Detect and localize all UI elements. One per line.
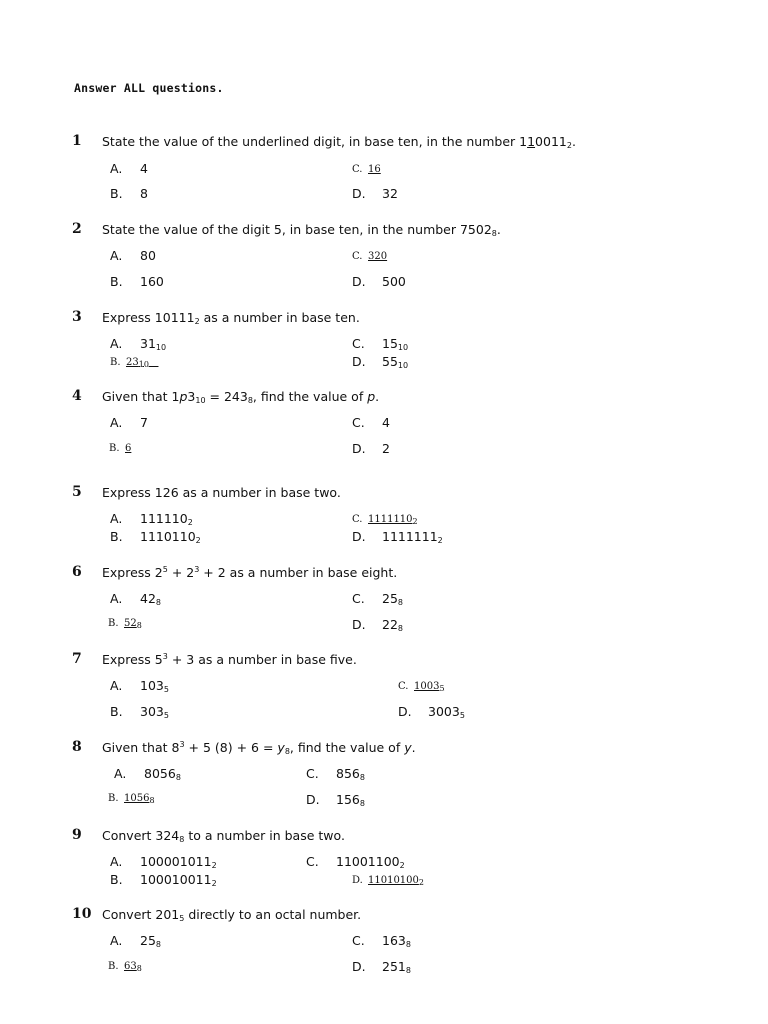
question-text: Given that $1p3_{10} = 243_8$, find the value of p. [102,389,380,405]
question-text: State the value of the underlined digit, in base ten, in the number $110011_2$. [102,134,576,150]
question-number: 5 [72,484,82,500]
option-c-marked-answer[interactable]: C. 16 [352,164,381,175]
question-number: 7 [72,651,82,667]
option-b-marked-answer[interactable]: B. $23_{10}$ [110,357,149,369]
option-c[interactable]: C. $856_8$ [306,766,365,782]
option-d[interactable]: D. 2 [352,441,390,456]
option-d[interactable]: D. 500 [352,274,406,289]
option-a[interactable]: A. $111110_2$ [110,511,193,527]
question-text: Express $5^3 + 3$ as a number in base five. [102,652,357,667]
option-b[interactable]: B. 160 [110,274,164,289]
option-c[interactable]: C. $11001100_2$ [306,854,405,870]
option-a[interactable]: A. $31_{10}$ [110,336,167,352]
question-text: Express $2^5 + 2^3 + 2$ as a number in base eight. [102,565,398,580]
instructions-heading: Answer ALL questions. [74,81,224,95]
option-a[interactable]: A. 80 [110,248,156,263]
question-number: 2 [72,221,82,237]
option-d[interactable]: D. $22_8$ [352,617,403,633]
option-a[interactable]: A. $103_5$ [110,678,169,694]
question-text: Convert $324_8$ to a number in base two. [102,828,345,844]
option-a[interactable]: A. $25_8$ [110,933,161,949]
option-b[interactable]: B. $1110110_2$ [110,529,201,545]
option-b[interactable]: B. 8 [110,186,148,201]
option-d[interactable]: D. $251_8$ [352,959,411,975]
option-d[interactable]: D. $3003_5$ [398,704,465,720]
question-number: 9 [72,827,82,843]
option-d[interactable]: D. $1111111_2$ [352,529,443,545]
option-c[interactable]: C. 4 [352,415,390,430]
option-b-marked-answer[interactable]: B. $63_8$ [108,961,142,973]
option-a[interactable]: A. 4 [110,161,148,176]
option-c[interactable]: C. $163_8$ [352,933,411,949]
option-b-marked-answer[interactable]: B. 6 [109,443,132,454]
option-b[interactable]: B. $303_5$ [110,704,169,720]
question-text: State the value of the digit 5, in base ten, in the number $7502_8$. [102,222,501,238]
question-number: 1 [72,133,82,149]
option-a[interactable]: A. $8056_8$ [114,766,181,782]
question-number: 3 [72,309,82,325]
option-a[interactable]: A. $100001011_2$ [110,854,217,870]
option-a[interactable]: A. 7 [110,415,148,430]
option-c-marked-answer[interactable]: C. $1111110_2$ [352,514,418,526]
question-text: Given that $8^3 + 5$ $(8) + 6 = y_8$, find the value of y. [102,740,416,756]
question-number: 10 [72,906,92,922]
question-text: Express 126 as a number in base two. [102,485,341,500]
option-c[interactable]: C. $15_{10}$ [352,336,409,352]
option-c[interactable]: C. $25_8$ [352,591,403,607]
question-number: 4 [72,388,82,404]
option-b-marked-answer[interactable]: B. $1056_8$ [108,793,155,805]
question-text: Convert $201_5$ directly to an octal number. [102,907,362,923]
option-d-marked-answer[interactable]: D. $11010100_2$ [352,875,424,887]
option-d[interactable]: D. $156_8$ [306,792,365,808]
option-d[interactable]: D. 32 [352,186,398,201]
question-number: 8 [72,739,82,755]
option-c-marked-answer[interactable]: C. 320 [352,251,388,262]
option-a[interactable]: A. $42_8$ [110,591,161,607]
option-b[interactable]: B. $100010011_2$ [110,872,217,888]
question-text: Express $10111_2$ as a number in base ten. [102,310,360,326]
option-b-marked-answer[interactable]: B. $52_8$ [108,618,142,630]
option-c-marked-answer[interactable]: C. $1003_5$ [398,681,445,693]
question-number: 6 [72,564,82,580]
option-d[interactable]: D. $55_{10}$ [352,354,409,370]
